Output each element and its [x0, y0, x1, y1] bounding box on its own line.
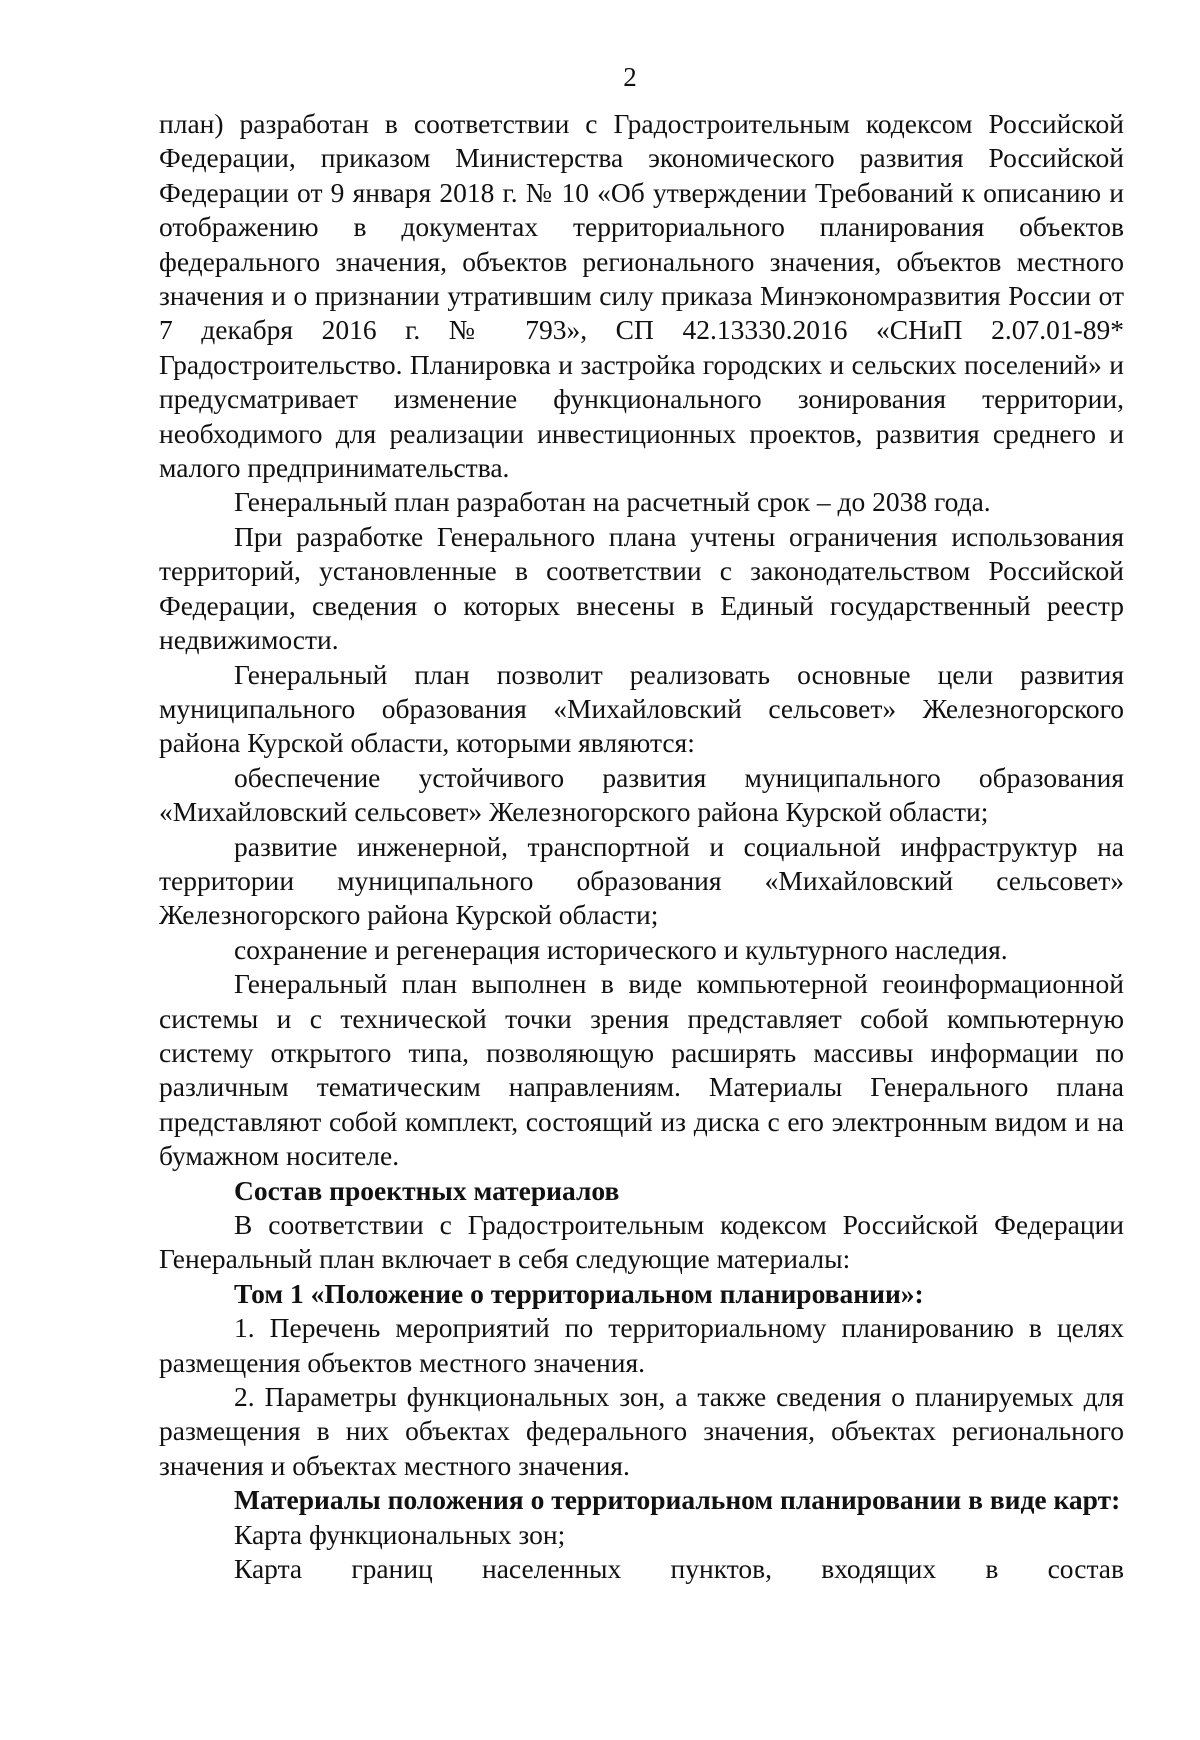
map-item: Карта функциональных зон;	[234, 1518, 566, 1550]
list-item: 2. Параметры функциональных зон, а также сведения о планируемых для размещения в них объектах федерального значения, объектах регионального значения и объектах местного значения.	[159, 1381, 1124, 1481]
section-heading: Состав проектных материалов	[234, 1174, 620, 1206]
goal-item: обеспечение устойчивого развития муниципального образования «Михайловский сельсовет» Железногорского района Курской области;	[159, 761, 1124, 828]
list-item: 1. Перечень мероприятий по территориальному планированию в целях размещения объектов местного значения.	[159, 1312, 1124, 1378]
paragraph-intro: план) разработан в соответствии с Градостроительным кодексом Российской Федерации, приказом Министерства экономического развития Российской Федерации от 9 января 2018 г. № 10 «Об утверждении Требований к описанию и отображению в документах территориального планирования объектов федерального значения, объектов регионального значения, объектов местного значения и о признании утратившим силу приказа Минэкономразвития России от 7 декабря 2016 г. № 793», СП 42.13330.2016 «СНиП 2.07.01-89* Градостроительство. Планировка и застройка городских и сельских поселений» и предусматривает изменение функционального зонирования территории, необходимого для реализации инвестиционных проектов, развития среднего и малого предпринимательства.	[159, 108, 1124, 484]
paragraph-term: Генеральный план разработан на расчетный срок – до 2038 года.	[234, 486, 991, 518]
paragraph-restrictions: При разработке Генерального плана учтены ограничения использования территорий, установленные в соответствии с законодательством Российской Федерации, сведения о которых внесены в Единый государственный реестр недвижимости.	[159, 520, 1124, 656]
page-number: 2	[623, 62, 637, 92]
paragraph-composition: В соответствии с Градостроительным кодексом Российской Федерации Генеральный план включает в себя следующие материалы:	[159, 1209, 1124, 1275]
volume-heading: Том 1 «Положение о территориальном планировании»:	[234, 1277, 924, 1309]
map-item: Карта границ населенных пунктов, входящих в состав	[234, 1553, 1124, 1585]
goal-item: развитие инженерной, транспортной и социальной инфраструктур на территории муниципального образования «Михайловский сельсовет» Железногорского района Курской области;	[159, 830, 1124, 931]
maps-heading: Материалы положения о территориальном планировании в виде карт:	[234, 1484, 1121, 1516]
document-body	[159, 107, 1124, 1586]
goal-item: сохранение и регенерация исторического и культурного наследия.	[234, 933, 1008, 965]
paragraph-goals: Генеральный план позволит реализовать основные цели развития муниципального образования «Михайловский сельсовет» Железногорского района Курской области, которыми являются:	[159, 658, 1124, 759]
paragraph-gis: Генеральный план выполнен в виде компьютерной геоинформационной системы и с технической точки зрения представляет собой компьютерную систему открытого типа, позволяющую расширять массивы информации по различным тематическим направлениям. Материалы Генерального плана представляют собой комплект, состоящий из диска с его электронным видом и на бумажном носителе.	[159, 968, 1124, 1172]
